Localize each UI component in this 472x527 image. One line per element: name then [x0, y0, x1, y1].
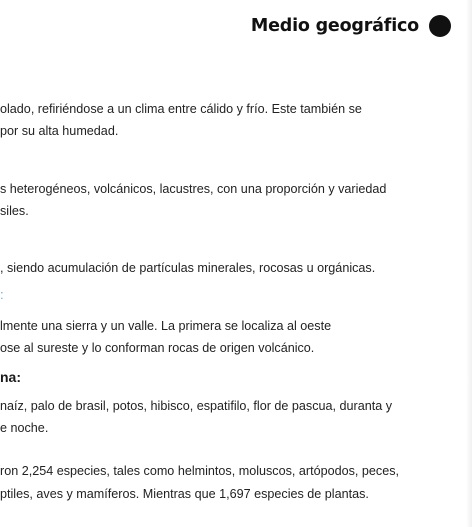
fauna-text-line-1: ron 2,254 especies, tales como helmintos, moluscos, artópodos, peces,	[0, 464, 400, 478]
relief-text-line-1: lmente una sierra y un valle. La primera se localiza al oeste	[0, 319, 332, 333]
flora-heading-fragment: na:	[0, 369, 21, 385]
flora-text-line-2: e noche.	[0, 421, 49, 435]
section-title: Medio geográfico	[250, 16, 419, 36]
flora-text-line-1: naíz, palo de brasil, potos, hibisco, espatifilo, flor de pascua, duranta y	[0, 399, 393, 413]
page-edge-shadow	[466, 0, 472, 527]
relief-text-line-2: ose al sureste y lo conforman rocas de origen volcánico.	[0, 341, 315, 355]
soil-text-line-1: s heterogéneos, volcánicos, lacustres, con una proporción y variedad	[0, 182, 387, 196]
climate-text-line-1: olado, refiriéndose a un clima entre cálido y frío. Este también se	[0, 102, 362, 116]
fauna-text-line-2: ptiles, aves y mamíferos. Mientras que 1,697 especies de plantas.	[0, 487, 369, 501]
climate-text-line-2: por su alta humedad.	[0, 124, 119, 138]
relief-heading-fragment: :	[0, 287, 4, 302]
soil-text-line-2: siles.	[0, 204, 29, 218]
bullet-dot-icon	[429, 15, 451, 37]
soil-composition-text-line: , siendo acumulación de partículas minerales, rocosas u orgánicas.	[0, 261, 376, 275]
section-header	[251, 15, 451, 37]
